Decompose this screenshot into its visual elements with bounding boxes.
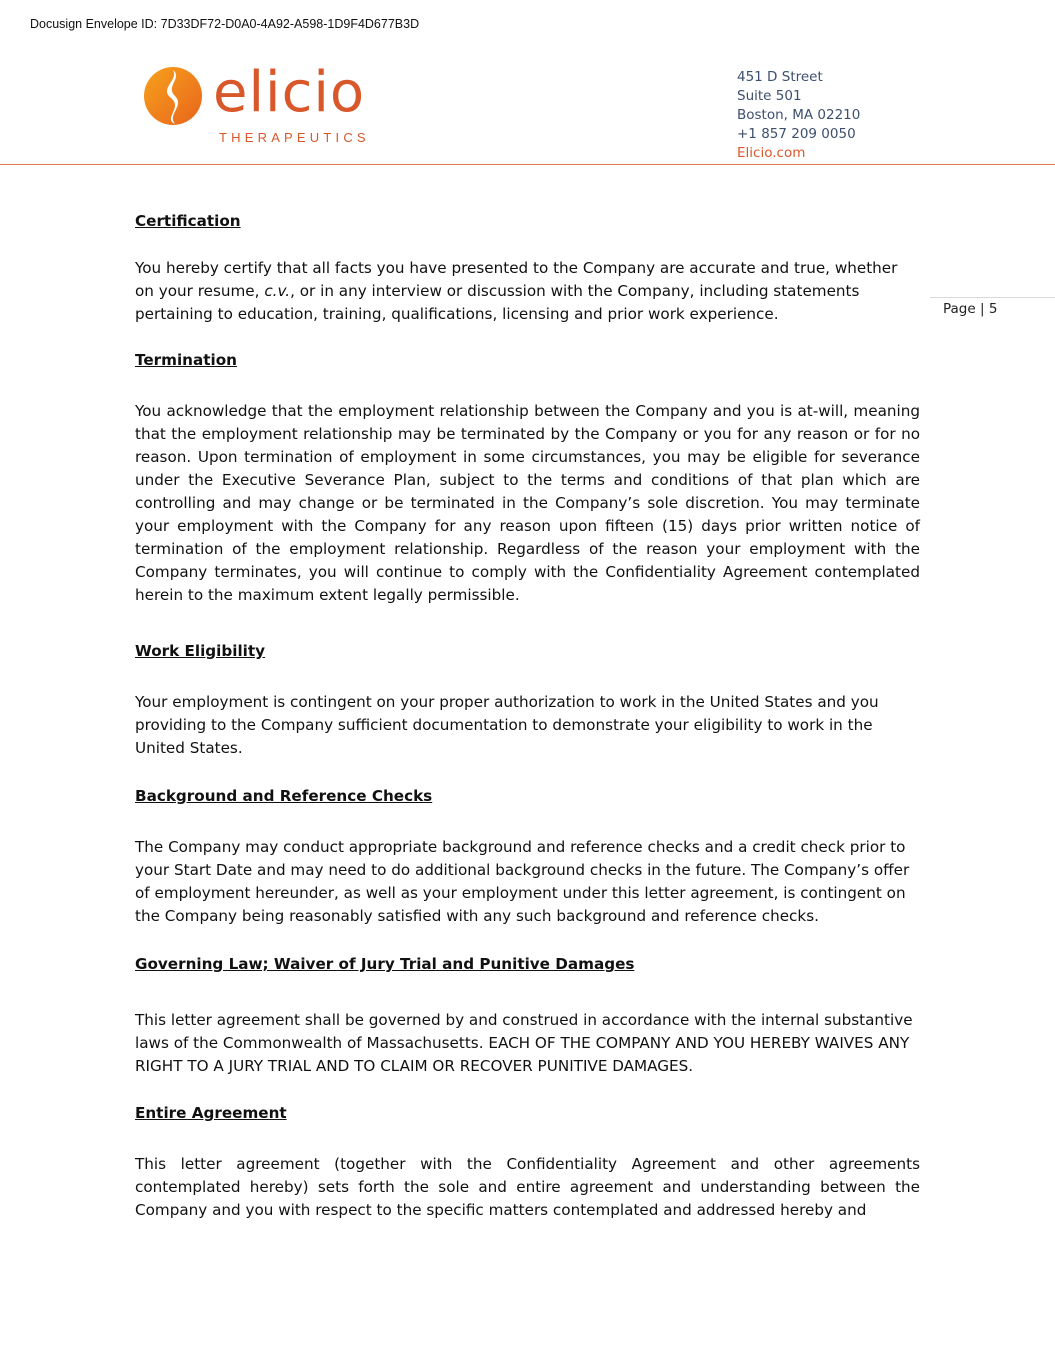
paragraph-background-checks: The Company may conduct appropriate background and reference checks and a credit check prior to your Start Date and may need to do additional background checks in the future. The Company’s offer of employment hereunder, as well as your employment under this letter agreement, is contingent on the Company being reasonably satisfied with any such background and reference checks. <box>135 838 910 925</box>
company-address <box>737 68 860 163</box>
logo-wordmark: elicio <box>213 60 366 125</box>
heading-background-checks: Background and Reference Checks <box>135 787 433 805</box>
page-number-divider <box>930 297 1055 298</box>
certification-text-part1: You hereby certify that all facts you have presented to the Company are accurate and true, whether on your resume, <box>135 259 898 300</box>
paragraph-termination: You acknowledge that the employment relationship between the Company and you is at-will, meaning that the employment relationship may be terminated by the Company or you for any reason or for no reason. Upon termination of employment in some circumstances, you may be eligible for severance under the Executive Severance Plan, subject to the terms and conditions of that plan which are controlling and may change or be terminated in the Company’s sole discretion. You may terminate your employment with the Company for any reason upon fifteen (15) days prior written notice of termination of the employment relationship. Regardless of the reason your employment with the Company terminates, you will continue to comply with the Confidentiality Agreement contemplated herein to the maximum extent legally permissible. <box>135 402 920 604</box>
address-street: 451 D Street <box>737 69 823 85</box>
heading-certification: Certification <box>135 212 241 230</box>
certification-text-part2: , or in any interview or discussion with the Company, including statements pertaining to education, training, qualifications, licensing and prior work experience. <box>135 282 860 323</box>
address-phone: +1 857 209 0050 <box>737 126 856 142</box>
paragraph-work-eligibility: Your employment is contingent on your proper authorization to work in the United States and you providing to the Company sufficient documentation to demonstrate your eligibility to work in the United States. <box>135 693 879 757</box>
company-logo <box>143 62 383 152</box>
logo-tagline: THERAPEUTICS <box>219 130 370 145</box>
paragraph-governing-law: This letter agreement shall be governed by and construed in accordance with the internal substantive laws of the Commonwealth of Massachusetts. EACH OF THE COMPANY AND YOU HEREBY WAIVES ANY RIGHT TO A JURY TRIAL AND TO CLAIM OR RECOVER PUNITIVE DAMAGES. <box>135 1011 913 1075</box>
address-city: Boston, MA 02210 <box>737 107 861 123</box>
page-number: Page | 5 <box>943 301 998 317</box>
paragraph-entire-agreement: This letter agreement (together with the Confidentiality Agreement and other agreements contemplated hereby) sets forth the sole and entire agreement and understanding between the Company and you with respect to the specific matters contemplated and addressed hereby and <box>135 1155 920 1219</box>
heading-work-eligibility: Work Eligibility <box>135 642 266 660</box>
certification-italic-cv: c.v. <box>264 282 291 300</box>
envelope-id: Docusign Envelope ID: 7D33DF72-D0A0-4A92-A598-1D9F4D677B3D <box>30 17 420 31</box>
company-website-link[interactable]: Elicio.com <box>737 145 806 161</box>
heading-governing-law: Governing Law; Waiver of Jury Trial and Punitive Damages <box>135 955 635 973</box>
paragraph-certification <box>135 257 920 326</box>
flame-logo-icon <box>143 64 207 128</box>
heading-termination: Termination <box>135 351 237 369</box>
header-divider <box>0 164 1055 165</box>
address-suite: Suite 501 <box>737 88 802 104</box>
heading-entire-agreement: Entire Agreement <box>135 1104 287 1122</box>
